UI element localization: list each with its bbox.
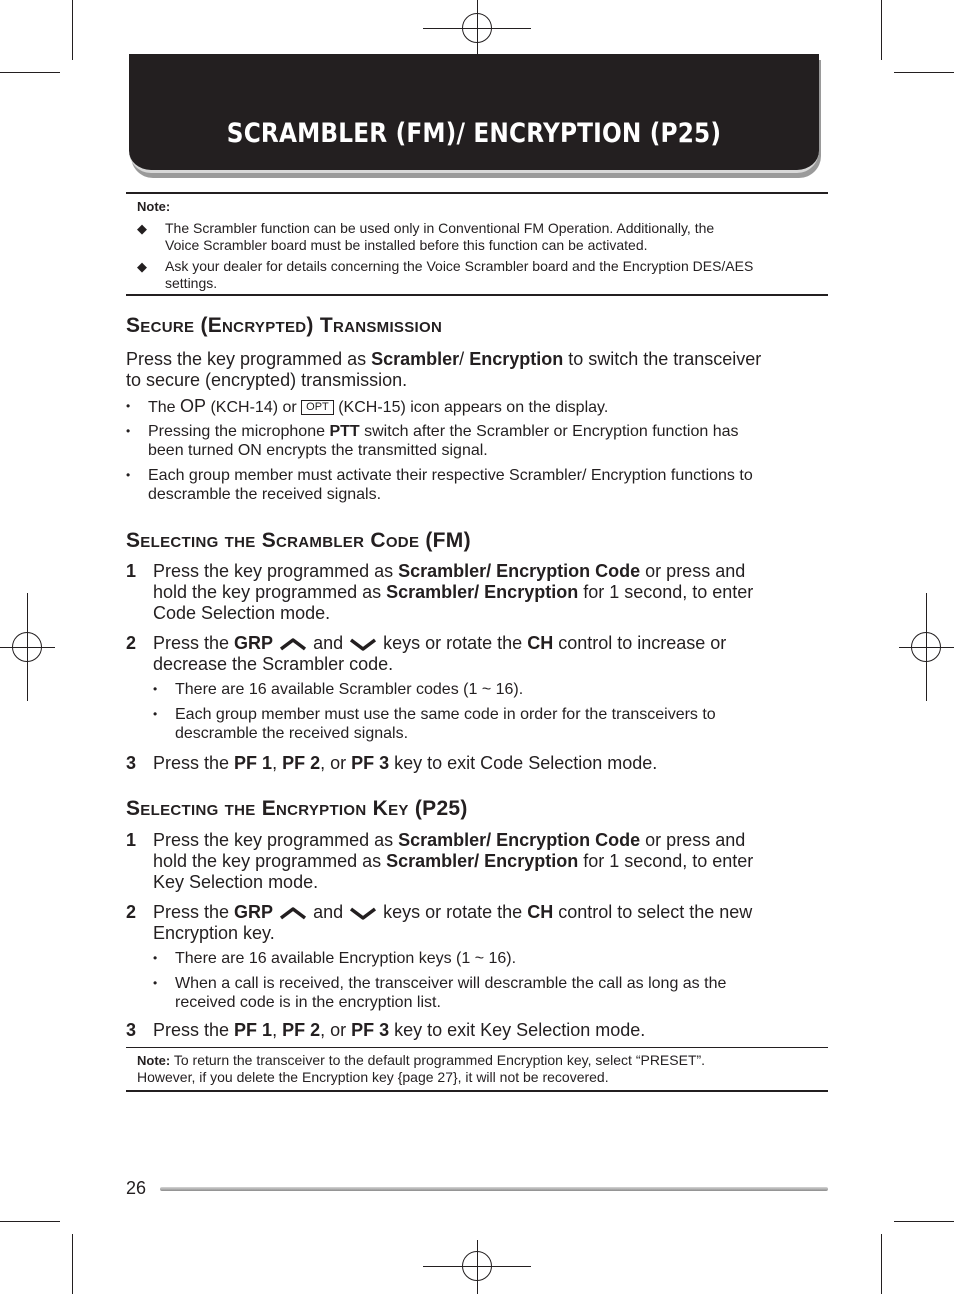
crop-mark [0, 1221, 60, 1222]
registration-mark [462, 1251, 492, 1281]
footer-rule [160, 1187, 828, 1191]
step-item: 2 Press the GRP and keys or rotate the CH control to select the new Encryption key. [126, 902, 753, 943]
opt-display-icon: OPT [301, 400, 334, 415]
crop-mark [881, 1234, 882, 1294]
crop-mark [72, 0, 73, 60]
secure-intro: Press the key programmed as Scrambler/ Encryption to switch the transceiver to secure (encrypted) transmission. [126, 349, 762, 390]
crop-mark [72, 1234, 73, 1294]
registration-mark [462, 13, 492, 43]
note-label: Note: [137, 199, 171, 214]
top-note [126, 192, 828, 296]
registration-mark [12, 632, 42, 662]
diamond-bullet-icon: ◆ [137, 221, 147, 236]
crop-mark [894, 72, 954, 73]
step-item: 1 Press the key programmed as Scrambler/ Encryption Code or press and hold the key programmed as Scrambler/ Encryption for 1 second, to enter Code Selection mode. [126, 561, 754, 623]
title-banner [129, 54, 819, 173]
diamond-bullet-icon: ◆ [137, 259, 147, 274]
bottom-note: Note: To return the transceiver to the default programmed Encryption key, select “PRESET”. However, if you delete the Encryption key {page 27}, it will not be recovered. [126, 1047, 828, 1092]
section-heading-secure: Secure (Encrypted) Transmission [126, 314, 443, 337]
down-arrow-icon [348, 637, 378, 651]
page-number: 26 [126, 1178, 147, 1198]
crop-mark [894, 1221, 954, 1222]
op-display-icon: OP [180, 396, 207, 416]
registration-mark [911, 632, 941, 662]
page-title: SCRAMBLER (FM)/ ENCRYPTION (P25) [226, 118, 722, 149]
step-item: 3 Press the PF 1, PF 2, or PF 3 key to exit Key Selection mode. [126, 1020, 646, 1040]
up-arrow-icon [278, 637, 308, 651]
section-heading-encryption-key: Selecting the Encryption Key (P25) [126, 797, 468, 820]
step-item: 3 Press the PF 1, PF 2, or PF 3 key to exit Code Selection mode. [126, 753, 658, 773]
down-arrow-icon [348, 906, 378, 920]
note-item: ◆ Ask your dealer for details concerning the Voice Scrambler board and the Encryption DES/AES settings. [137, 258, 754, 291]
step-item: 1 Press the key programmed as Scrambler/ Encryption Code or press and hold the key programmed as Scrambler/ Encryption for 1 second, to enter Key Selection mode. [126, 830, 754, 892]
note-item: ◆ The Scrambler function can be used only in Conventional FM Operation. Additionally, the Voice Scrambler board must be installed before this function can be activated. [137, 220, 715, 253]
crop-mark [881, 0, 882, 60]
section-heading-scrambler-code: Selecting the Scrambler Code (FM) [126, 529, 471, 552]
note-label: Note: [137, 1053, 171, 1068]
up-arrow-icon [278, 906, 308, 920]
step-item: 2 Press the GRP and keys or rotate the CH control to increase or decrease the Scrambler code. [126, 633, 727, 674]
crop-mark [0, 72, 60, 73]
